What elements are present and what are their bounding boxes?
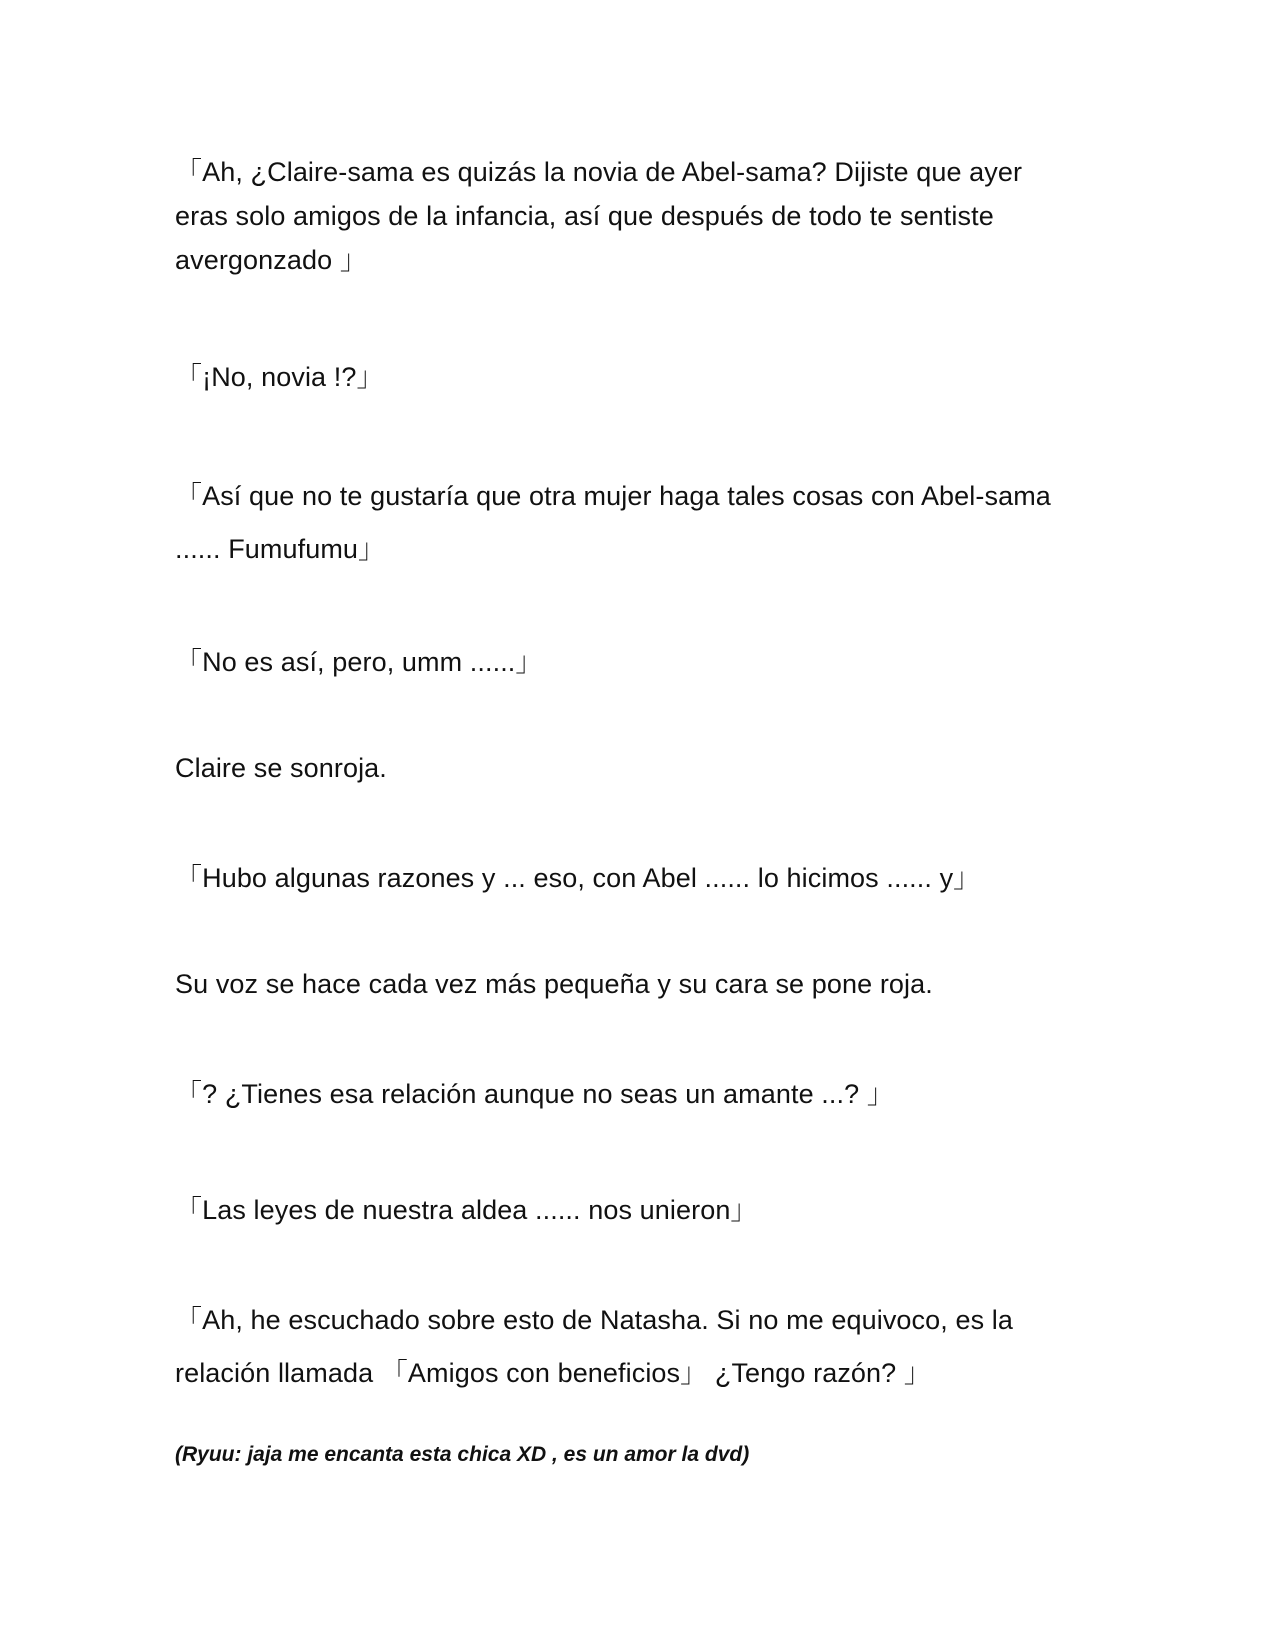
paragraph-8: 「? ¿Tienes esa relación aunque no seas un amante ...? 」 (175, 1079, 894, 1109)
paragraph-10: 「Ah, he escuchado sobre esto de Natasha. Si no me equivoco, es la relación llamada 「Amigos con beneficios」 ¿Tengo razón? 」 (175, 1305, 1014, 1388)
paragraph-3: 「Así que no te gustaría que otra mujer haga tales cosas con Abel-sama ...... Fumufumu」 (175, 481, 1051, 564)
paragraph-7: Su voz se hace cada vez más pequeña y su cara se pone roja. (175, 969, 933, 999)
paragraph-2: 「¡No, novia !?」 (175, 362, 384, 392)
paragraph-1: 「Ah, ¿Claire-sama es quizás la novia de Abel-sama? Dijiste que ayer eras solo amigos de la infancia, así que después de todo te sentiste avergonzado 」 (175, 157, 1023, 275)
paragraph-9: 「Las leyes de nuestra aldea ...... nos unieron」 (175, 1195, 758, 1225)
paragraph-4: 「No es así, pero, umm ......」 (175, 647, 543, 677)
translator-note: (Ryuu: jaja me encanta esta chica XD , es un amor la dvd) (175, 1443, 750, 1466)
paragraph-6: 「Hubo algunas razones y ... eso, con Abel ...... lo hicimos ...... y」 (175, 863, 981, 893)
paragraph-5: Claire se sonroja. (175, 753, 387, 783)
